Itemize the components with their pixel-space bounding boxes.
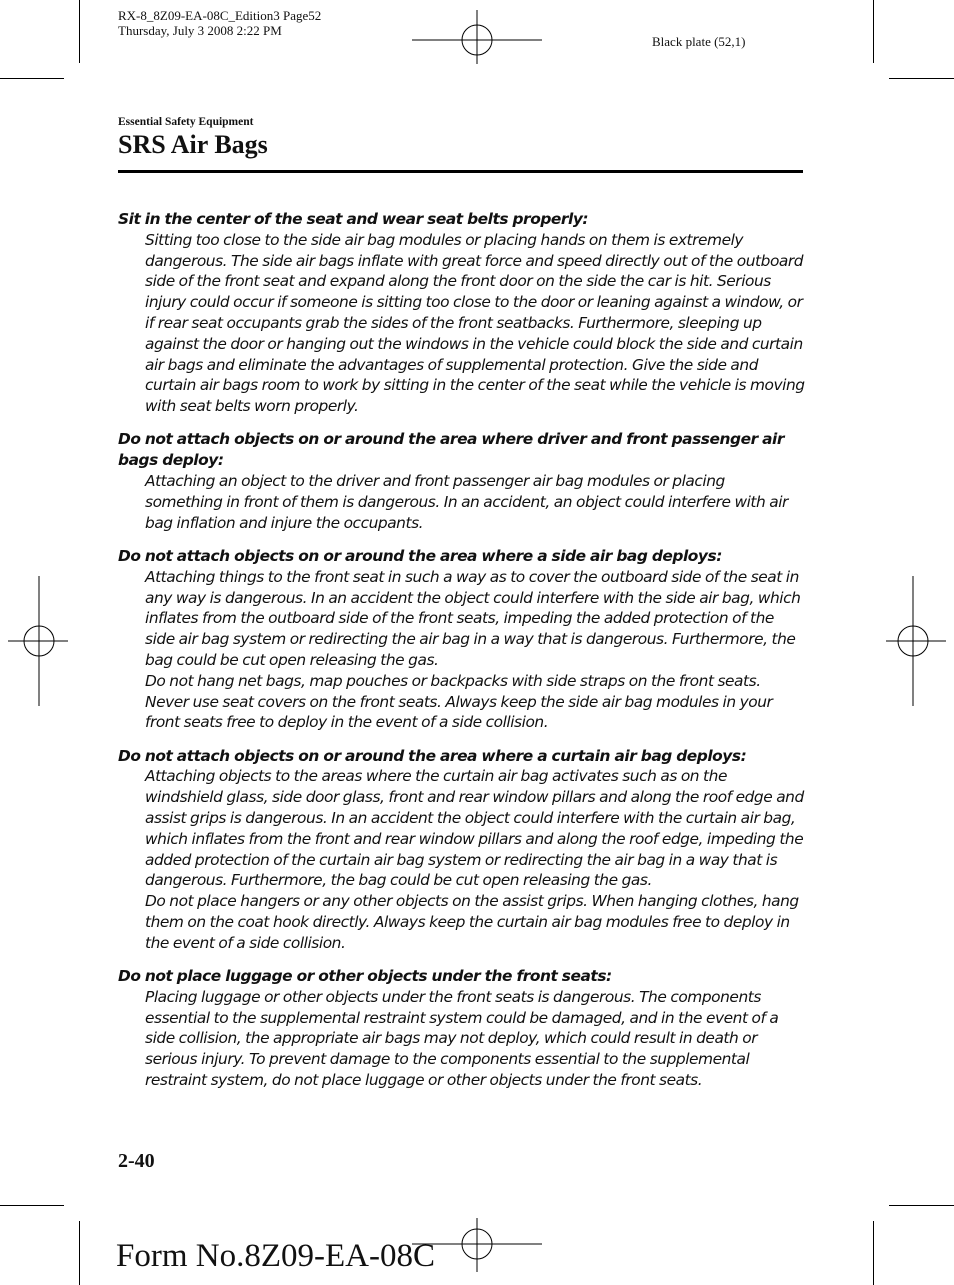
crop-mark <box>889 78 954 79</box>
warning-paragraph: Attaching objects to the areas where the curtain air bag activates such as on the windshield glass, side door glass, front and rear window pillars and along the roof edge and assist grips is dangerous. In an accident the object could interfere with the curtain air bag, which inflates from the front and rear window pillars and along the roof edge, impeding the added protection of the curtain air bag system or redirecting the air bag in a way that is dangerous. Furthermore, the bag could be cut open releasing the gas. <box>145 767 804 890</box>
warning-item <box>118 746 806 954</box>
warning-heading: Do not attach objects on or around the area where driver and front passenger air bags deploy: <box>118 430 785 470</box>
warning-paragraph: Placing luggage or other objects under the front seats is dangerous. The components essential to the supplemental restraint system could be damaged, and in the event of a side collision, the appropriate air bags may not deploy, which could result in death or serious injury. To prevent damage to the components essential to the supplemental restraint system, do not place luggage or other objects under the front seats. <box>145 987 779 1090</box>
warning-paragraph: Attaching an object to the driver and front passenger air bag modules or placing something in front of them is dangerous. In an accident, an object could interfere with air bag inflation and injure the occupants. <box>145 472 788 532</box>
registration-mark-right <box>884 576 948 706</box>
warning-paragraph: Do not place hangers or any other objects on the assist grips. When hanging clothes, hang them on the coat hook directly. Always keep the curtain air bag modules free to deploy in the event of a side collision. <box>145 892 799 952</box>
form-number: Form No.8Z09-EA-08C <box>116 1238 435 1274</box>
print-meta <box>118 8 321 38</box>
registration-mark-top <box>412 6 542 66</box>
section-label: Essential Safety Equipment <box>118 116 254 128</box>
warning-paragraph: Sitting too close to the side air bag modules or placing hands on them is extremely dangerous. The side air bags inflate with great force and speed directly out of the outboard side of the front seat and expand along the front door on the side the car is hit. Serious injury could occur if someone is sitting too close to the door or leaning against a window, or if rear seat occupants grab the sides of the front seatbacks. Furthermore, sleeping up against the door or hanging out the windows in the vehicle could block the side and curtain air bags and eliminate the advantages of supplemental protection. Give the side and curtain air bags room to work by sitting in the center of the seat while the vehicle is moving with seat belts worn properly. <box>145 230 805 416</box>
page-content <box>118 209 806 1103</box>
crop-mark <box>873 0 874 63</box>
warning-paragraph: Do not hang net bags, map pouches or backpacks with side straps on the front seats. Never use seat covers on the front seats. Always keep the side air bag modules in your front seats free to deploy in the event of a side collision. <box>145 671 773 732</box>
page-number: 2-40 <box>118 1150 155 1172</box>
warning-item <box>118 209 806 417</box>
crop-mark <box>0 78 64 79</box>
crop-mark <box>873 1221 874 1285</box>
crop-mark <box>0 1205 64 1206</box>
print-meta-date: Thursday, July 3 2008 2:22 PM <box>118 23 282 38</box>
warning-heading: Do not attach objects on or around the area where a side air bag deploys: <box>118 546 722 565</box>
crop-mark <box>889 1205 954 1206</box>
warning-item <box>118 429 806 533</box>
crop-mark <box>79 1221 80 1285</box>
title-rule <box>118 170 803 173</box>
warning-heading: Do not attach objects on or around the area where a curtain air bag deploys: <box>118 746 747 765</box>
warning-item <box>118 966 806 1091</box>
print-meta-file: RX-8_8Z09-EA-08C_Edition3 Page52 <box>118 8 322 23</box>
plate-label: Black plate (52,1) <box>652 34 746 49</box>
page-title: SRS Air Bags <box>118 130 268 159</box>
warning-paragraph: Attaching things to the front seat in such a way as to cover the outboard side of the seat in any way is dangerous. In an accident the object could interfere with the side air bag, which inflates from the outboard side of the front seats, impeding the added protection of the side air bag system or redirecting the air bag in a way that is dangerous. Furthermore, the bag could be cut open releasing the gas. <box>145 567 801 669</box>
registration-mark-left <box>6 576 70 706</box>
warning-heading: Do not place luggage or other objects under the front seats: <box>118 967 612 986</box>
warning-item <box>118 546 806 733</box>
warning-heading: Sit in the center of the seat and wear seat belts properly: <box>118 210 589 228</box>
crop-mark <box>79 0 80 63</box>
